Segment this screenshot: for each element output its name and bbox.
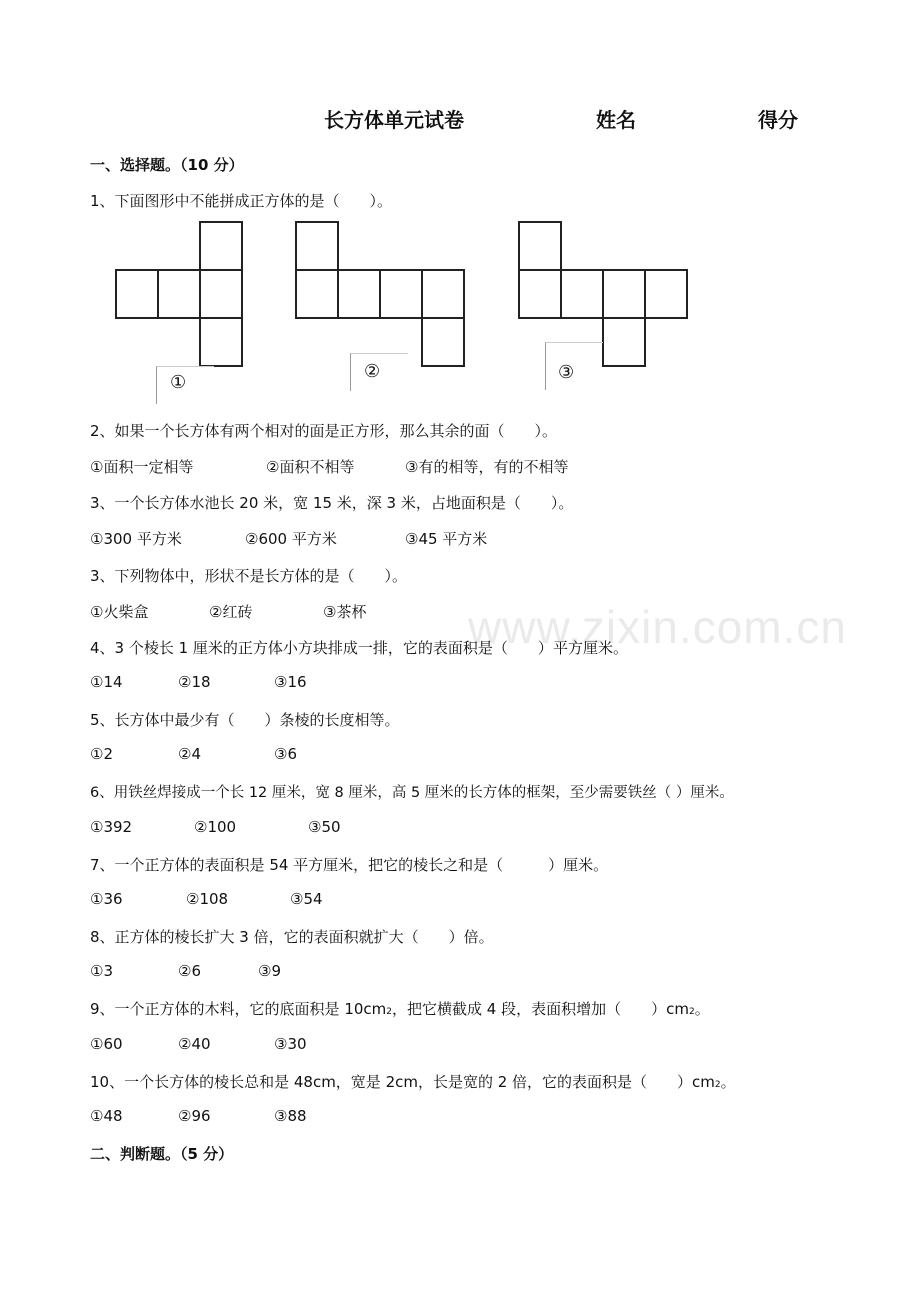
option-b: ②600 平方米 — [245, 530, 337, 548]
net-square — [644, 269, 688, 319]
watermark: www.zixin.com.cn — [468, 601, 847, 653]
page-title: 长方体单元试卷 — [324, 108, 464, 132]
net-square — [295, 269, 339, 319]
superscript: 2 — [714, 1080, 721, 1090]
net-square — [295, 221, 339, 271]
net-square — [199, 317, 243, 367]
net-square — [602, 317, 646, 367]
net-square — [379, 269, 423, 319]
question-9-part-a: 9、一个正方体的木料，它的底面积是 10cm — [90, 1000, 387, 1018]
question-1: 1、下面图形中不能拼成正方体的是（ ）。 — [90, 192, 393, 210]
net-square — [560, 269, 604, 319]
option-b: ②面积不相等 — [266, 458, 355, 476]
net-square — [518, 269, 562, 319]
question-10-part-a: 10、一个长方体的棱长总和是 48cm，宽是 2cm，长是宽的 2 倍，它的表面积是（ ）cm — [90, 1073, 715, 1091]
question-4: 4、3 个棱长 1 厘米的正方体小方块排成一排，它的表面积是（ ）平方厘米。 — [90, 639, 628, 657]
option-a: ①3 — [90, 962, 113, 980]
option-a: ①300 平方米 — [90, 530, 182, 548]
option-c: ③6 — [274, 745, 297, 763]
option-b: ②100 — [194, 818, 237, 836]
name-label: 姓名 — [596, 108, 636, 132]
option-b: ②108 — [186, 890, 229, 908]
option-a: ①36 — [90, 890, 123, 908]
option-a: ①火柴盒 — [90, 603, 149, 621]
net-square — [199, 221, 243, 271]
option-b: ②4 — [178, 745, 201, 763]
option-c: ③54 — [290, 890, 323, 908]
option-c: ③有的相等，有的不相等 — [405, 458, 569, 476]
option-c: ③9 — [258, 962, 281, 980]
score-label: 得分 — [758, 108, 798, 132]
question-8: 8、正方体的棱长扩大 3 倍，它的表面积就扩大（ ）倍。 — [90, 928, 494, 946]
net-square — [115, 269, 159, 319]
question-10 — [90, 1071, 736, 1092]
option-a: ①2 — [90, 745, 113, 763]
question-9 — [90, 998, 710, 1019]
option-c: ③50 — [308, 818, 341, 836]
option-b: ②40 — [178, 1035, 211, 1053]
net-label-2: ② — [364, 361, 381, 382]
option-c: ③16 — [274, 673, 307, 691]
option-a: ①60 — [90, 1035, 123, 1053]
option-a: ①48 — [90, 1107, 123, 1125]
option-b: ②18 — [178, 673, 211, 691]
section-choice-heading: 一、选择题。（10 分） — [90, 156, 244, 174]
net-square — [337, 269, 381, 319]
question-9-part-b: ，把它横截成 4 段，表面积增加（ ）cm — [392, 1000, 689, 1018]
question-6: 6、用铁丝焊接成一个长 12 厘米，宽 8 厘米，高 5 厘米的长方体的框架，至少需要铁丝（ ）厘米。 — [90, 785, 734, 801]
option-c: ③88 — [274, 1107, 307, 1125]
option-b: ②红砖 — [209, 603, 253, 621]
option-b: ②96 — [178, 1107, 211, 1125]
net-square — [602, 269, 646, 319]
net-square — [157, 269, 201, 319]
net-label-3: ③ — [558, 362, 575, 383]
net-square — [421, 269, 465, 319]
option-c: ③茶杯 — [323, 603, 367, 621]
option-c: ③30 — [274, 1035, 307, 1053]
question-9-part-c: 。 — [694, 1000, 710, 1018]
net-square — [518, 221, 562, 271]
question-5: 5、长方体中最少有（ ）条棱的长度相等。 — [90, 711, 400, 729]
superscript: 2 — [386, 1007, 392, 1017]
option-a: ①14 — [90, 673, 123, 691]
net-square — [199, 269, 243, 319]
option-a: ①面积一定相等 — [90, 458, 194, 476]
question-10-part-c: 。 — [720, 1073, 736, 1091]
question-3b: 3、下列物体中，形状不是长方体的是（ ）。 — [90, 567, 408, 585]
section-judge-heading: 二、判断题。（5 分） — [90, 1145, 234, 1163]
option-b: ②6 — [178, 962, 201, 980]
net-square — [421, 317, 465, 367]
net-label-1: ① — [170, 372, 187, 393]
question-7: 7、一个正方体的表面积是 54 平方厘米，把它的棱长之和是（ ）厘米。 — [90, 856, 609, 874]
superscript: 2 — [688, 1007, 695, 1017]
question-3: 3、一个长方体水池长 20 米，宽 15 米，深 3 米，占地面积是（ ）。 — [90, 494, 574, 512]
option-a: ①392 — [90, 818, 133, 836]
option-c: ③45 平方米 — [405, 530, 488, 548]
question-2: 2、如果一个长方体有两个相对的面是正方形，那么其余的面（ ）。 — [90, 422, 558, 440]
